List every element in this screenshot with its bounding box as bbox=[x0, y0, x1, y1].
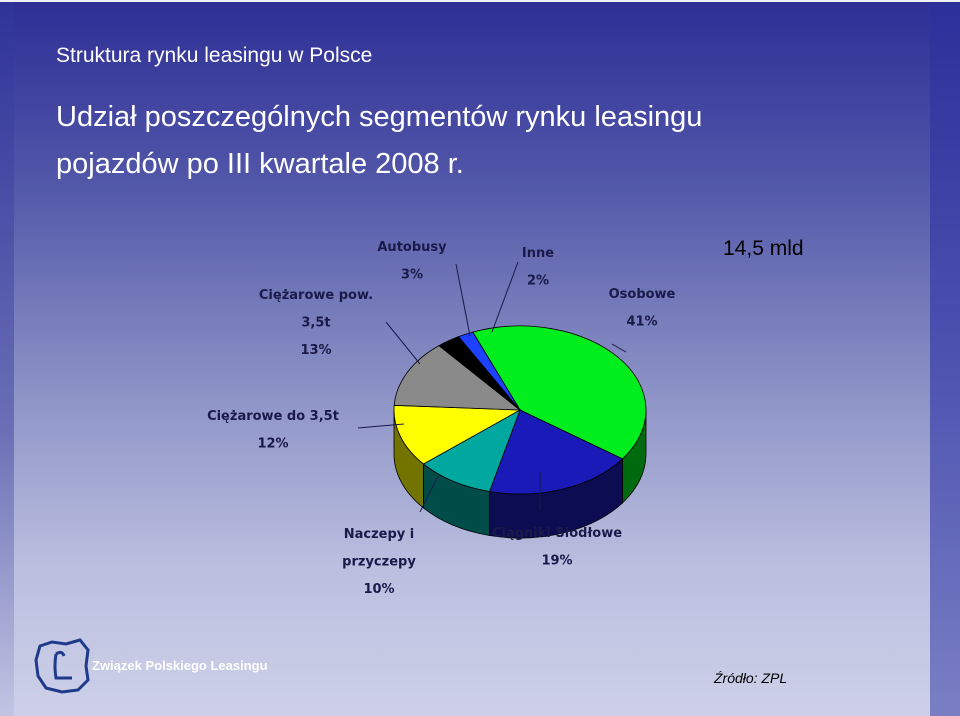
pie-label-naczepy-1: przyczepy bbox=[342, 554, 416, 570]
pie-label-osobowe-1: 41% bbox=[626, 314, 658, 330]
market-total: 14,5 mld bbox=[723, 237, 804, 260]
pie-label-autobusy-1: 3% bbox=[400, 267, 424, 283]
pie-label-naczepy-0: Naczepy i bbox=[343, 527, 415, 542]
pie-label-ciezarowe_pow-0: Ciężarowe pow. bbox=[258, 288, 374, 303]
slide-subtitle: Struktura rynku leasingu w Polsce bbox=[56, 44, 373, 67]
title-line-2: pojazdów po III kwartale 2008 r. bbox=[56, 148, 464, 180]
pie-label-ciezarowe_pow-2: 13% bbox=[300, 343, 332, 358]
logo-text: Związek Polskiego Leasingu bbox=[92, 658, 268, 673]
pie-label-ciezarowe_pow-1: 3,5t bbox=[301, 315, 331, 331]
pie-label-autobusy-0: Autobusy bbox=[377, 240, 447, 255]
pie-label-ciezarowe_do-0: Ciężarowe do 3,5t bbox=[207, 409, 339, 424]
pie-label-osobowe-0: Osobowe bbox=[608, 287, 676, 302]
pie-label-ciezarowe_do-1: 12% bbox=[257, 436, 289, 452]
leader-line-autobusy bbox=[456, 264, 470, 336]
pie-label-inne-0: Inne bbox=[521, 246, 555, 261]
leader-line-inne bbox=[492, 262, 518, 332]
pie-label-naczepy-2: 10% bbox=[363, 582, 395, 597]
pie-label-ciagniki-0: Ciągniki Siodłowe bbox=[491, 526, 623, 541]
pie-label-ciagniki-1: 19% bbox=[541, 553, 573, 569]
leader-line-ciezarowe_pow bbox=[386, 322, 420, 364]
title-line-1: Udział poszczególnych segmentów rynku leasingu bbox=[56, 101, 703, 133]
leader-line-osobowe bbox=[612, 344, 626, 352]
zpl-logo-icon bbox=[32, 636, 92, 696]
source-note: Źródło: ZPL bbox=[714, 670, 788, 686]
pie-label-inne-1: 2% bbox=[526, 273, 550, 289]
